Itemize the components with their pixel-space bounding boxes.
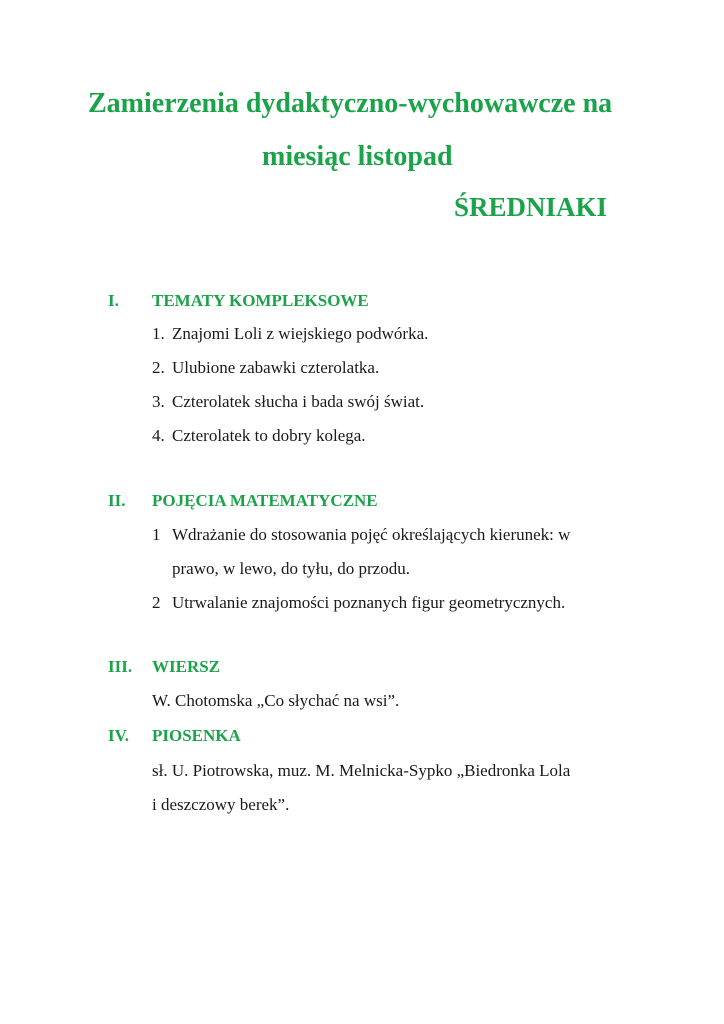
section-title: POJĘCIA MATEMATYCZNE [152,491,378,510]
list-item-text: Czterolatek słucha i bada swój świat. [172,392,425,411]
poem-reference: W. Chotomska „Co słychać na wsi”. [152,691,400,710]
list-item [152,325,428,342]
list-item [152,594,565,611]
list-item [152,359,379,376]
list-item-number: 3. [152,392,165,411]
list-item-number: 4. [152,426,165,445]
section-heading-3 [108,658,220,675]
section-heading-1 [108,292,369,309]
section-title: PIOSENKA [152,726,241,745]
list-item [152,526,570,543]
list-item-number: 1. [152,324,165,343]
document-title-line-2: miesiąc listopad [262,141,453,172]
section-heading-4 [108,727,241,744]
list-item [152,427,366,444]
document-title-line-1: Zamierzenia dydaktyczno-wychowawcze na [88,88,613,119]
list-item-number: 2 [152,593,161,612]
song-reference-line-2: i deszczowy berek”. [152,795,290,814]
list-item-continuation: prawo, w lewo, do tyłu, do przodu. [172,559,410,578]
section-number: III. [108,657,133,676]
list-item-text: Utrwalanie znajomości poznanych figur geometrycznych. [172,593,566,612]
list-item-text: Ulubione zabawki czterolatka. [172,358,380,377]
section-heading-2 [108,492,378,509]
list-item-number: 1 [152,525,161,544]
list-item-text: Znajomi Loli z wiejskiego podwórka. [172,324,429,343]
section-number: IV. [108,726,129,745]
song-reference-line-1: sł. U. Piotrowska, muz. M. Melnicka-Sypko „Biedronka Lola [152,761,571,780]
section-title: TEMATY KOMPLEKSOWE [152,291,369,310]
section-number: I. [108,291,119,310]
list-item-text: Czterolatek to dobry kolega. [172,426,366,445]
list-item [152,393,424,410]
list-item-number: 2. [152,358,165,377]
section-title: WIERSZ [152,657,221,676]
group-name-title: ŚREDNIAKI [454,192,608,222]
list-item-text: Wdrażanie do stosowania pojęć określających kierunek: w [172,525,571,544]
section-number: II. [108,491,126,510]
